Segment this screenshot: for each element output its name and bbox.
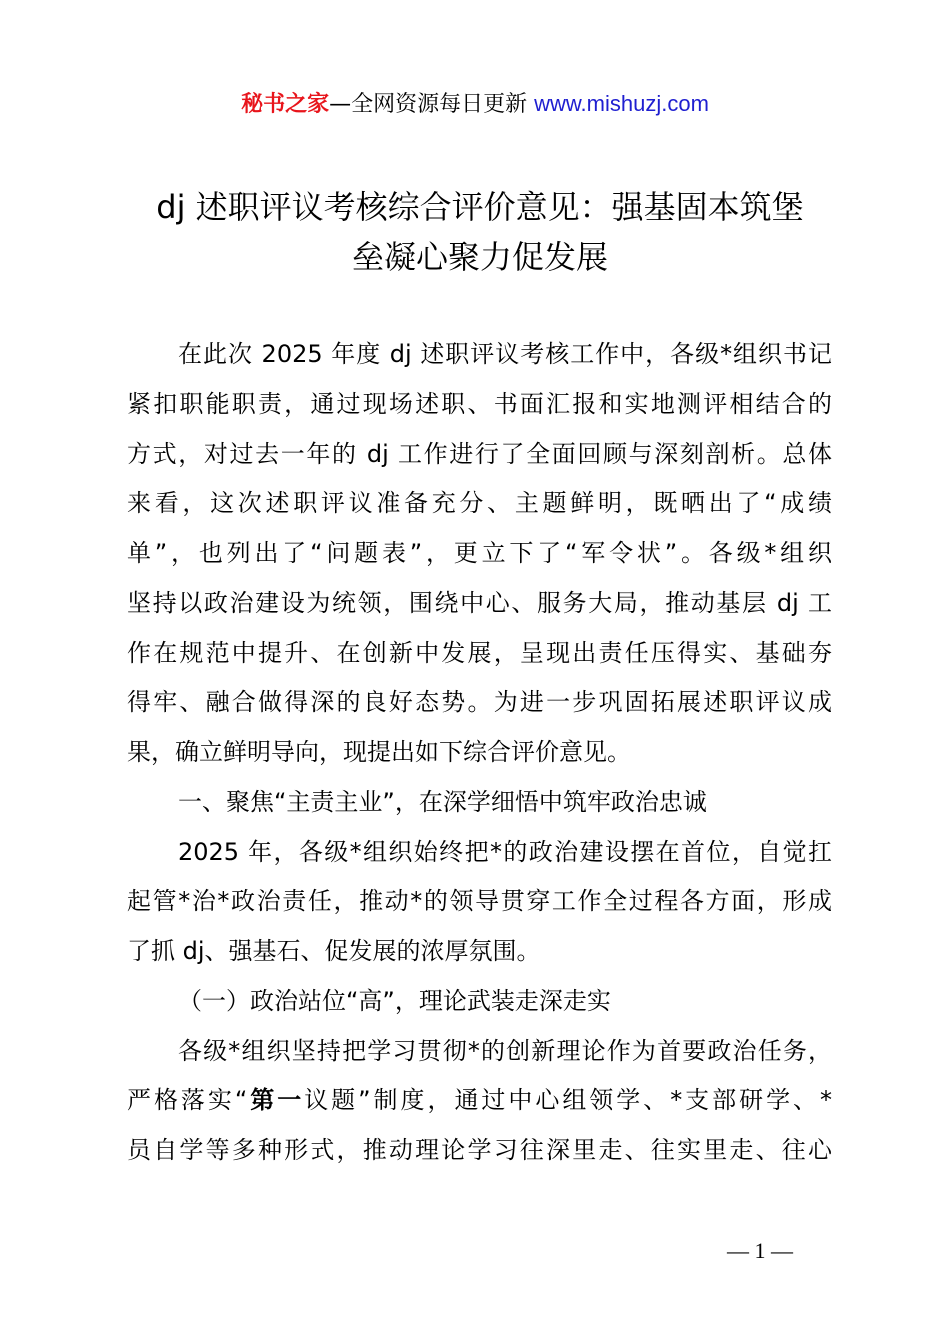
- text-line: 单”，也列出了“问题表”，更立下了“军令状”。各级*组织: [127, 539, 832, 567]
- intro-paragraph: [127, 330, 832, 778]
- subsection-1-paragraph: [127, 1027, 832, 1176]
- page-number: — 1 —: [727, 1238, 793, 1263]
- document-body: [127, 330, 832, 1176]
- text-line: 方式，对过去一年的 dj 工作进行了全面回顾与深刻剖析。总体: [127, 439, 832, 468]
- title-line-2: 垒凝心聚力促发展: [351, 238, 608, 276]
- text-line: 作在规范中提升、在创新中发展，呈现出责任压得实、基础夯: [127, 638, 832, 667]
- text-line: 2025 年，各级*组织始终把*的政治建设摆在首位，自觉扛: [178, 837, 832, 866]
- text-line: 紧扣职能职责，通过现场述职、书面汇报和实地测评相结合的: [127, 389, 832, 418]
- text-segment: 严格落实“: [127, 1086, 248, 1115]
- bold-text: 第一: [247, 1086, 305, 1115]
- text-line: 了抓 dj、强基石、促发展的浓厚氛围。: [127, 937, 541, 965]
- text-line: 坚持以政治建设为统领，围绕中心、服务大局，推动基层 dj 工: [127, 588, 832, 617]
- subsection-heading-1: （一）政治站位“高”，理论武装走深走实: [178, 986, 611, 1015]
- brand-name: 秘书之家: [241, 92, 330, 117]
- text-line: 各级*组织坚持把学习贯彻*的创新理论作为首要政治任务，: [178, 1036, 832, 1065]
- site-url-link[interactable]: www.mishuzj.com: [534, 91, 709, 116]
- text-line: 在此次 2025 年度 dj 述职评议考核工作中，各级*组织书记: [178, 340, 832, 368]
- document-title: [120, 182, 840, 282]
- section-heading-1: 一、聚焦“主责主业”，在深学细悟中筑牢政治忠诚: [178, 787, 707, 816]
- section-1-paragraph: [127, 828, 832, 977]
- site-banner: [0, 88, 950, 121]
- text-segment: 议题”制度，通过中心组领学、*支部研学、*: [304, 1086, 833, 1115]
- text-line: 得牢、融合做得深的良好态势。为进一步巩固拓展述职评议成: [127, 688, 832, 717]
- banner-tagline: —全网资源每日更新: [329, 92, 535, 117]
- text-line: 果，确立鲜明导向，现提出如下综合评价意见。: [127, 738, 631, 766]
- title-line-1: dj 述职评议考核综合评价意见：强基固本筑堡: [156, 188, 804, 226]
- text-line: 起管*治*政治责任，推动*的领导贯穿工作全过程各方面，形成: [127, 887, 832, 916]
- text-line: [127, 1076, 832, 1126]
- text-line: 员自学等多种形式，推动理论学习往深里走、往实里走、往心: [127, 1136, 832, 1164]
- text-line: 来看，这次述职评议准备充分、主题鲜明，既晒出了“成绩: [127, 489, 832, 518]
